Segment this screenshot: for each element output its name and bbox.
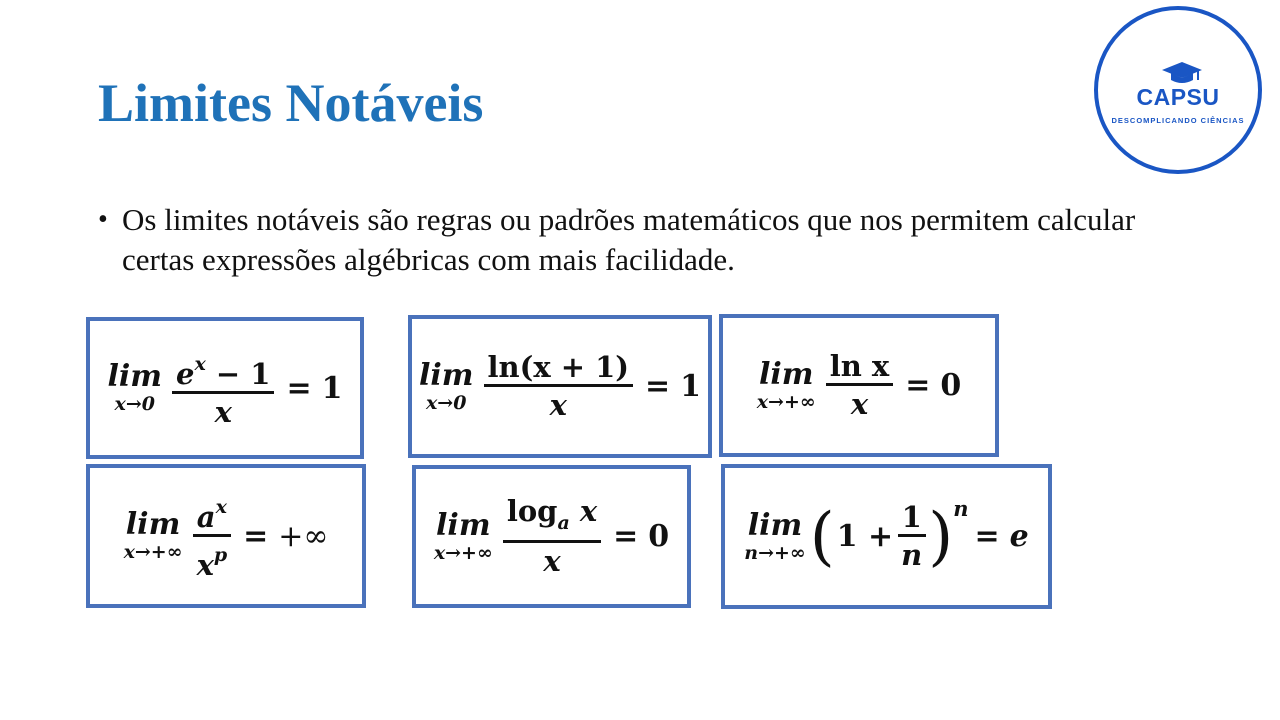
- formula-box-log: [412, 465, 691, 608]
- formula-ln-x-plus-1: lim x→0 $\frac{\ln(x + 1)}{x}$ = 1: [418, 350, 702, 422]
- formula-exp: lim x→0 $\frac{e^x - 1}{x}$ = 1: [107, 347, 342, 430]
- logo-tagline: DESCOMPLICANDO CIÊNCIAS: [1111, 116, 1245, 125]
- fraction: $\frac{\ln(x + 1)}{x}$: [484, 350, 634, 423]
- limit-operator: lim x→+∞: [433, 507, 493, 564]
- exponent: n: [953, 496, 969, 521]
- formula-box-exp: [86, 317, 364, 459]
- formula-box-power: [86, 464, 366, 608]
- formula-ln-x: lim x→+∞ $\frac{\text{ln x}}{x}$ = 0: [756, 349, 962, 421]
- fraction: $\frac{1}{n}$: [897, 500, 926, 573]
- fraction: $\frac{\log_a x}{x}$: [503, 494, 601, 579]
- capsu-logo: [1094, 6, 1262, 174]
- fraction: $\frac{e^x - 1}{x}$: [172, 347, 274, 430]
- formula-box-euler: [721, 464, 1052, 609]
- limit-operator: lim x→0: [107, 359, 163, 415]
- formula-power: lim x→+∞ $\frac{a^x}{x^p}$ = +∞: [124, 490, 329, 583]
- graduation-cap-icon: [1162, 60, 1202, 86]
- left-paren: (: [809, 499, 835, 574]
- bullet-dot: •: [98, 204, 108, 235]
- formula-box-ln-x-plus-1: [408, 315, 712, 458]
- formula-box-ln-x: [719, 314, 999, 457]
- logo-brand: CAPSU: [1136, 84, 1220, 110]
- right-paren: ): [928, 499, 954, 574]
- fraction: $\frac{\text{ln x}}{x}$: [826, 349, 894, 422]
- fraction: $\frac{a^x}{x^p}$: [193, 490, 232, 583]
- limit-operator: lim x→+∞: [756, 356, 816, 413]
- bullet-text: Os limites notáveis são regras ou padrões matemáticos que nos permitem calcular certas expressões algébricas com mais facilidade.: [122, 202, 1136, 277]
- limit-operator: lim x→0: [418, 357, 474, 414]
- bullet-paragraph: [98, 200, 1158, 280]
- slide-title: Limites Notáveis: [98, 73, 484, 133]
- limit-operator: lim x→+∞: [123, 507, 183, 563]
- formula-log: lim x→+∞ $\frac{\log_a x}{x}$ = 0: [433, 494, 670, 578]
- formula-euler: lim n→+∞ ( 1 + $\frac{1}{n}$ ) n = e: [744, 496, 1029, 574]
- limit-operator: lim n→+∞: [744, 507, 806, 564]
